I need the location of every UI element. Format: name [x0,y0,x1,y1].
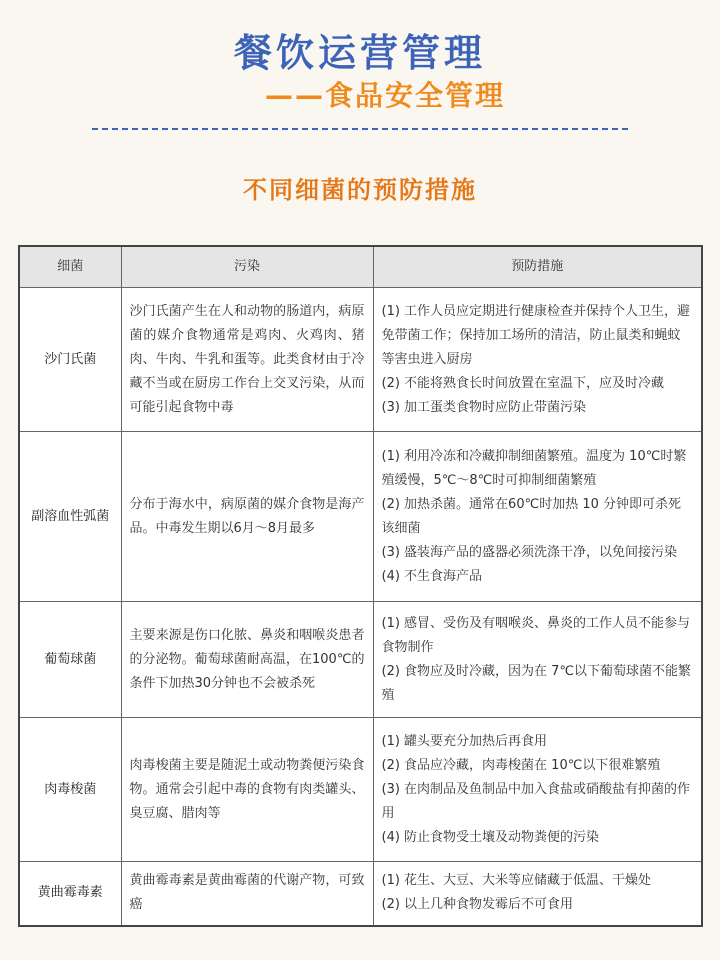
bacteria-name: 葡萄球菌 [19,602,121,718]
section-title: 不同细菌的预防措施 [243,176,477,204]
prevention-item: (1) 利用冷冻和冷藏抑制细菌繁殖。温度为 10℃时繁殖缓慢，5℃～8℃时可抑制细菌繁殖 [381,448,687,488]
prevention-cell [373,288,702,432]
header-bacteria: 细菌 [19,246,121,288]
prevention-item: (2) 加热杀菌。通常在60℃时加热 10 分钟即可杀死该细菌 [381,496,681,536]
table-row [19,288,702,432]
prevention-item: (1) 工作人员应定期进行健康检查并保持个人卫生，避免带菌工作；保持加工场所的清洁，防止鼠类和蝇蚊等害虫进入厨房 [381,303,691,367]
contamination-text: 肉毒梭菌主要是随泥土或动物粪便污染食物。通常会引起中毒的食物有肉类罐头、臭豆腐、腊肉等 [121,718,373,862]
prevention-item: (1) 感冒、受伤及有咽喉炎、鼻炎的工作人员不能参与食物制作 [381,615,691,655]
page-title: 餐饮运营管理 [233,31,486,75]
header-prevention: 预防措施 [373,246,702,288]
bacteria-prevention-table [18,245,703,927]
prevention-cell [373,862,702,926]
bacteria-name: 黄曲霉毒素 [19,862,121,926]
bacteria-name: 副溶血性弧菌 [19,432,121,602]
dashed-divider [92,128,628,130]
bacteria-name: 沙门氏菌 [19,288,121,432]
bacteria-name: 肉毒梭菌 [19,718,121,862]
contamination-text: 主要来源是伤口化脓、鼻炎和咽喉炎患者的分泌物。葡萄球菌耐高温，在100℃的条件下加热30分钟也不会被杀死 [121,602,373,718]
table-row [19,432,702,602]
prevention-cell [373,432,702,602]
table-row [19,602,702,718]
table-header-row [19,246,702,288]
prevention-item: (3) 在肉制品及鱼制品中加入食盐或硝酸盐有抑菌的作用 [381,781,691,821]
prevention-item: (2) 食品应冷藏，肉毒梭菌在 10℃以下很难繁殖 [381,757,661,773]
header-contamination: 污染 [121,246,373,288]
prevention-cell [373,718,702,862]
prevention-item: (1) 罐头要充分加热后再食用 [381,733,548,749]
prevention-item: (3) 盛装海产品的盛器必须洗涤干净，以免间接污染 [381,544,678,560]
prevention-item: (3) 加工蛋类食物时应防止带菌污染 [381,399,587,415]
prevention-item: (4) 防止食物受土壤及动物粪便的污染 [381,829,600,845]
table-row [19,718,702,862]
contamination-text: 分布于海水中，病原菌的媒介食物是海产品。中毒发生期以6月～8月最多 [121,432,373,602]
prevention-cell [373,602,702,718]
table-row [19,862,702,926]
contamination-text: 沙门氏菌产生在人和动物的肠道内，病原菌的媒介食物通常是鸡肉、火鸡肉、猪肉、牛肉、牛乳和蛋等。此类食材由于冷藏不当或在厨房工作台上交叉污染，从而可能引起食物中毒 [121,288,373,432]
prevention-item: (2) 以上几种食物发霉后不可食用 [381,897,574,913]
prevention-item: (1) 花生、大豆、大米等应储藏于低温、干燥处 [381,873,652,889]
prevention-item: (2) 不能将熟食长时间放置在室温下，应及时冷藏 [381,375,665,391]
page-subtitle: ——食品安全管理 [264,79,505,112]
prevention-item: (4) 不生食海产品 [381,568,483,584]
contamination-text: 黄曲霉毒素是黄曲霉菌的代谢产物，可致癌 [121,862,373,926]
prevention-item: (2) 食物应及时冷藏，因为在 7℃以下葡萄球菌不能繁殖 [381,663,692,703]
